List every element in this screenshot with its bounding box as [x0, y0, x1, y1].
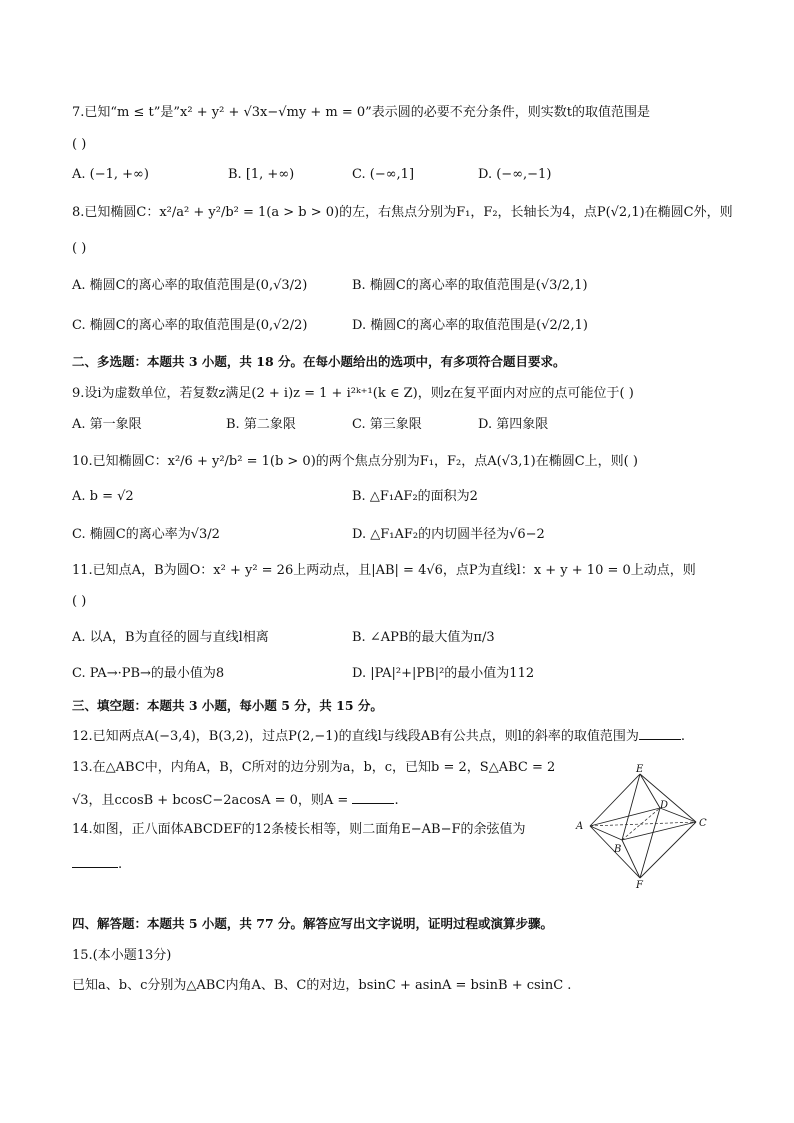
q11-option-a: A. 以A，B为直径的圆与直线l相离 — [72, 630, 269, 645]
q9-option-a: A. 第一象限 — [72, 417, 142, 432]
q10-option-b: B. △F₁AF₂的面积为2 — [352, 489, 478, 504]
q11-option-c: C. PA→·PB→的最小值为8 — [72, 666, 225, 681]
q14-answer-line — [72, 855, 122, 874]
q13-line1: 13.在△ABC中，内角A，B，C所对的边分别为a，b，c，已知b = 2，S△ABC = 2 — [72, 760, 556, 775]
q12-stem: 12.已知两点A(−3,4)，B(3,2)，过点P(2,−1)的直线l与线段AB有公共点，则l的斜率的取值范围为 — [72, 729, 639, 744]
q9-stem: 9.设i为虚数单位，若复数z满足(2 + i)z = 1 + i²ᵏ⁺¹(k ∈ Z)，则z在复平面内对应的点可能位于( ) — [72, 386, 634, 401]
edge-ab — [590, 826, 622, 840]
q8-stem: 8.已知椭圆C：x²/a² + y²/b² = 1(a > b > 0)的左，右焦点分别为F₁，F₂，长轴长为4，点P(√2,1)在椭圆C外，则 — [72, 205, 733, 220]
section-3-heading: 三、填空题：本题共 3 小题，每小题 5 分，共 15 分。 — [72, 698, 383, 713]
q14-stem: 14.如图，正八面体ABCDEF的12条棱长相等，则二面角E−AB−F的余弦值为 — [72, 822, 526, 837]
q13-line2 — [72, 791, 399, 810]
edge-ed — [640, 774, 660, 808]
q8-option-d: D. 椭圆C的离心率的取值范围是(√2/2,1) — [352, 318, 588, 333]
q7-option-d: D. (−∞,−1) — [478, 167, 552, 182]
q7-stem: 7.已知“m ≤ t”是”x² + y² + √3x−√my + m = 0”表示圆的必要不充分条件，则实数t的取值范围是 — [72, 105, 650, 120]
q11-option-b: B. ∠APB的最大值为π/3 — [352, 630, 495, 645]
q10-option-c: C. 椭圆C的离心率为√3/2 — [72, 527, 220, 542]
label-c: C — [699, 818, 707, 829]
q14-end: . — [118, 857, 123, 872]
q8-option-c: C. 椭圆C的离心率的取值范围是(0,√2/2) — [72, 318, 308, 333]
q11-stem: 11.已知点A，B为圆O：x² + y² = 26上两动点，且|AB| = 4√6，点P为直线l：x + y + 10 = 0上动点，则 — [72, 563, 696, 578]
q10-stem: 10.已知椭圆C：x²/6 + y²/b² = 1(b > 0)的两个焦点分别为F₁，F₂，点A(√3,1)在椭圆C上，则( ) — [72, 454, 638, 469]
q7-option-a: A. (−1, +∞) — [72, 167, 149, 182]
section-4-heading: 四、解答题：本题共 5 小题，共 77 分。解答应写出文字说明，证明过程或演算步骤。 — [72, 916, 554, 931]
label-a: A — [576, 821, 584, 832]
q12-line — [72, 727, 685, 746]
q15-stem: 已知a、b、c分别为△ABC内角A、B、C的对边，bsinC + asinA = bsinB + csinC . — [72, 978, 572, 993]
label-e: E — [636, 764, 644, 775]
q10-option-a: A. b = √2 — [72, 489, 134, 504]
q9-option-b: B. 第二象限 — [226, 417, 296, 432]
q8-option-b: B. 椭圆C的离心率的取值范围是(√3/2,1) — [352, 278, 588, 293]
edge-ec — [640, 774, 696, 822]
edge-bf — [622, 840, 640, 878]
q13-answer-blank[interactable] — [352, 791, 394, 804]
label-f: F — [636, 880, 643, 891]
q7-option-c: C. (−∞,1] — [352, 167, 415, 182]
q15-title: 15.(本小题13分) — [72, 948, 172, 963]
q8-option-a: A. 椭圆C的离心率的取值范围是(0,√3/2) — [72, 278, 308, 293]
edge-bc — [622, 822, 696, 840]
q12-answer-blank[interactable] — [639, 727, 681, 740]
q10-option-d: D. △F₁AF₂的内切圆半径为√6−2 — [352, 527, 545, 542]
q7-option-b: B. [1, +∞) — [228, 167, 295, 182]
q9-option-c: C. 第三象限 — [352, 417, 422, 432]
q14-answer-blank[interactable] — [72, 855, 118, 868]
q13-stem-continued: √3，且ccosB + bcosC−2acosA = 0，则A = — [72, 793, 353, 808]
q7-paren: ( ) — [72, 137, 87, 152]
label-b: B — [614, 844, 622, 855]
label-d: D — [660, 800, 669, 811]
q11-option-d: D. |PA|²+|PB|²的最小值为112 — [352, 666, 535, 681]
q12-end: . — [680, 729, 685, 744]
q8-paren: ( ) — [72, 241, 87, 256]
q13-end: . — [394, 793, 399, 808]
q9-option-d: D. 第四象限 — [478, 417, 549, 432]
octahedron-figure — [572, 764, 712, 891]
q11-paren: ( ) — [72, 594, 87, 609]
section-2-heading: 二、多选题：本题共 3 小题，共 18 分。在每小题给出的选项中，有多项符合题目要求。 — [72, 354, 566, 369]
